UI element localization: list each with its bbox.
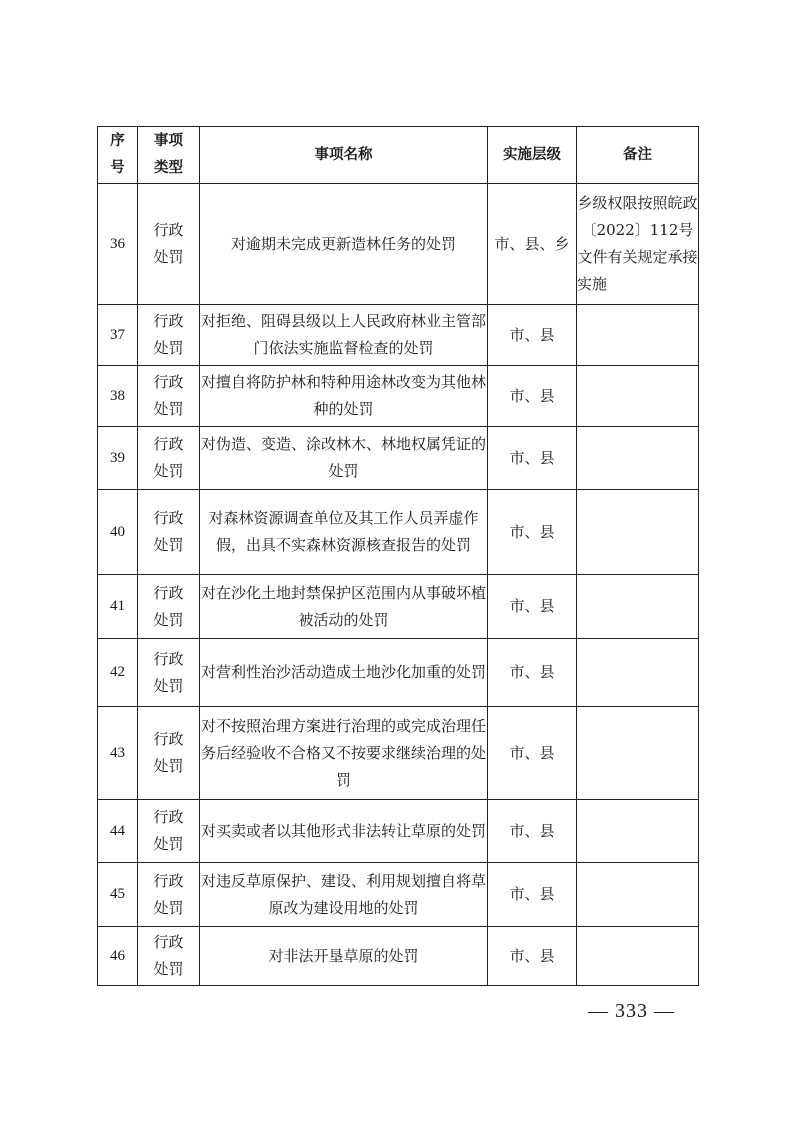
header-level-text: 实施层级 (503, 146, 561, 163)
row-no: 40 (98, 490, 138, 575)
row-level: 市、县 (488, 800, 577, 863)
row-note (577, 927, 699, 986)
row-note (577, 707, 699, 800)
page-number: — 333 — (588, 1000, 675, 1022)
row-type: 行政 处罚 (138, 575, 200, 639)
row-level: 市、县 (488, 707, 577, 800)
row-name: 对擅自将防护林和特种用途林改变为其他林种的处罚 (200, 366, 488, 427)
row-no: 44 (98, 800, 138, 863)
row-note (577, 427, 699, 490)
header-no-text: 序 号 (110, 133, 125, 176)
row-no: 43 (98, 707, 138, 800)
row-name: 对买卖或者以其他形式非法转让草原的处罚 (200, 800, 488, 863)
table-row (98, 184, 699, 305)
row-level: 市、县 (488, 639, 577, 707)
table-row (98, 927, 699, 986)
row-level: 市、县 (488, 305, 577, 366)
matter-table (97, 126, 699, 986)
table-row (98, 863, 699, 927)
table-row (98, 800, 699, 863)
row-name: 对拒绝、阻碍县级以上人民政府林业主管部门依法实施监督检查的处罚 (200, 305, 488, 366)
table-row (98, 366, 699, 427)
row-name: 对在沙化土地封禁保护区范围内从事破坏植被活动的处罚 (200, 575, 488, 639)
header-note-text: 备注 (623, 146, 652, 163)
row-type: 行政 处罚 (138, 863, 200, 927)
row-level: 市、县 (488, 366, 577, 427)
table-row (98, 639, 699, 707)
table-row (98, 490, 699, 575)
row-level: 市、县 (488, 863, 577, 927)
row-name: 对违反草原保护、建设、利用规划擅自将草原改为建设用地的处罚 (200, 863, 488, 927)
header-no (98, 127, 138, 184)
row-no: 37 (98, 305, 138, 366)
row-type: 行政 处罚 (138, 366, 200, 427)
row-type: 行政 处罚 (138, 427, 200, 490)
row-note (577, 800, 699, 863)
row-no: 41 (98, 575, 138, 639)
row-no: 46 (98, 927, 138, 986)
row-name: 对非法开垦草原的处罚 (200, 927, 488, 986)
row-type: 行政 处罚 (138, 800, 200, 863)
header-type-text: 事项 类型 (154, 133, 183, 176)
row-level: 市、县 (488, 427, 577, 490)
table-header-row (98, 127, 699, 184)
row-note (577, 366, 699, 427)
row-note (577, 639, 699, 707)
row-name: 对森林资源调查单位及其工作人员弄虚作假，出具不实森林资源核查报告的处罚 (200, 490, 488, 575)
header-name (200, 127, 488, 184)
table-row (98, 575, 699, 639)
table-row (98, 305, 699, 366)
row-no: 42 (98, 639, 138, 707)
row-name: 对逾期未完成更新造林任务的处罚 (200, 184, 488, 305)
row-note (577, 305, 699, 366)
row-name: 对不按照治理方案进行治理的或完成治理任务后经验收不合格又不按要求继续治理的处罚 (200, 707, 488, 800)
header-note (577, 127, 699, 184)
row-note: 乡级权限按照皖政〔2022〕112号文件有关规定承接实施 (577, 184, 699, 305)
row-no: 38 (98, 366, 138, 427)
row-note (577, 575, 699, 639)
row-no: 45 (98, 863, 138, 927)
row-level: 市、县 (488, 575, 577, 639)
row-level: 市、县 (488, 490, 577, 575)
row-type: 行政 处罚 (138, 707, 200, 800)
row-level: 市、县 (488, 927, 577, 986)
row-name: 对营利性治沙活动造成土地沙化加重的处罚 (200, 639, 488, 707)
row-note (577, 863, 699, 927)
row-type: 行政 处罚 (138, 927, 200, 986)
row-type: 行政 处罚 (138, 305, 200, 366)
row-name: 对伪造、变造、涂改林木、林地权属凭证的处罚 (200, 427, 488, 490)
table-row (98, 427, 699, 490)
header-type (138, 127, 200, 184)
row-type: 行政 处罚 (138, 639, 200, 707)
row-no: 39 (98, 427, 138, 490)
header-name-text: 事项名称 (314, 146, 373, 163)
row-type: 行政 处罚 (138, 184, 200, 305)
row-no: 36 (98, 184, 138, 305)
header-level (488, 127, 577, 184)
row-level: 市、县、乡 (488, 184, 577, 305)
table-row (98, 707, 699, 800)
row-note (577, 490, 699, 575)
row-type: 行政 处罚 (138, 490, 200, 575)
